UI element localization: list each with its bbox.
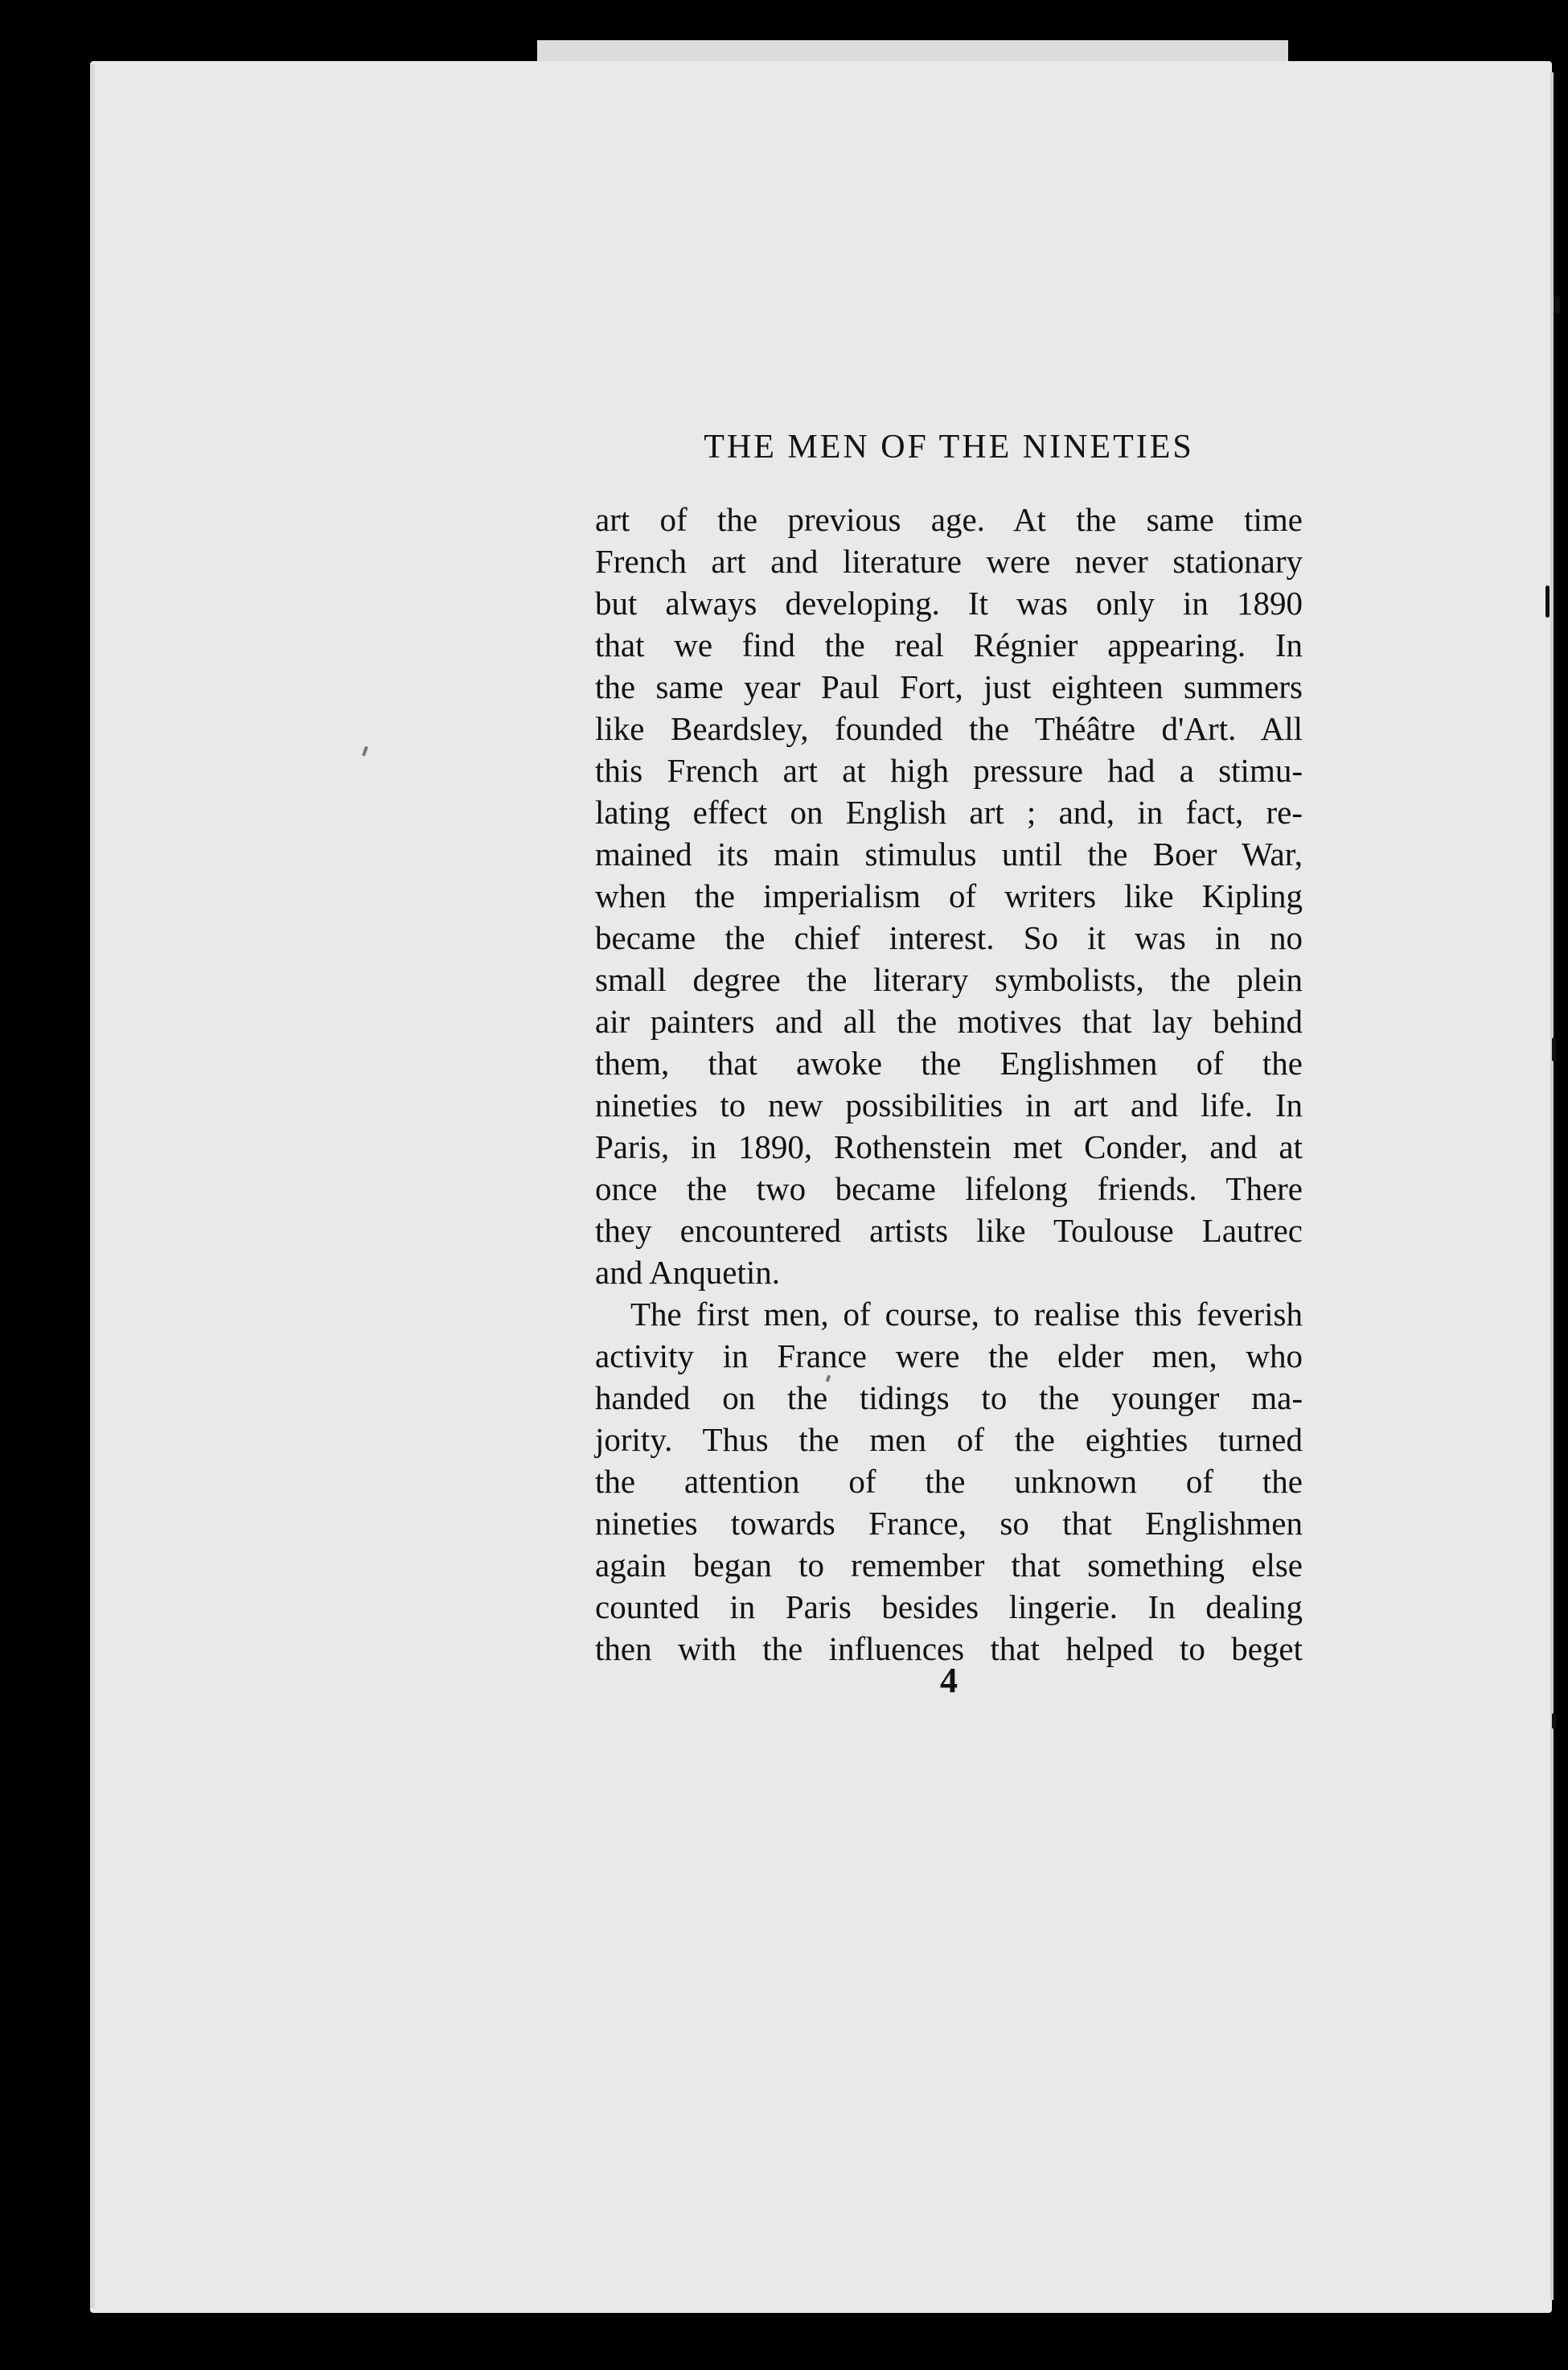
text-line: activity in France were the elder men, who <box>595 1337 1303 1374</box>
text-line: handed on the tidings to the younger ma- <box>595 1379 1303 1416</box>
text-line: that we find the real Régnier appearing. In <box>595 626 1303 663</box>
text-line: but always developing. It was only in 1890 <box>595 585 1303 622</box>
text-line: they encountered artists like Toulouse Lautrec <box>595 1212 1303 1249</box>
text-line: when the imperialism of writers like Kipling <box>595 877 1303 914</box>
text-line: nineties to new possibilities in art and life. In <box>595 1086 1303 1123</box>
text-line: small degree the literary symbolists, the plein <box>595 961 1303 998</box>
text-line: the attention of the unknown of the <box>595 1463 1303 1500</box>
text-line: nineties towards France, so that Englishmen <box>595 1505 1303 1542</box>
text-line: again began to remember that something else <box>595 1546 1303 1583</box>
running-head: THE MEN OF THE NINETIES <box>704 429 1194 466</box>
edge-mark <box>1554 296 1560 314</box>
text-line: air painters and all the motives that lay behind <box>595 1003 1303 1040</box>
text-line: the same year Paul Fort, just eighteen summers <box>595 668 1303 705</box>
text-line: like Beardsley, founded the Théâtre d'Art. All <box>595 710 1303 747</box>
text-line: then with the influences that helped to beget <box>595 1630 1303 1667</box>
text-line: art of the previous age. At the same time <box>595 501 1303 538</box>
page-left-edge <box>90 64 95 2308</box>
text-line: mained its main stimulus until the Boer War, <box>595 836 1303 873</box>
text-line: became the chief interest. So it was in no <box>595 919 1303 956</box>
text-line: lating effect on English art ; and, in fact, re- <box>595 794 1303 831</box>
text-line: this French art at high pressure had a stimu- <box>595 752 1303 789</box>
text-line: counted in Paris besides lingerie. In dealing <box>595 1588 1303 1625</box>
edge-mark <box>1552 1713 1556 1729</box>
text-line: jority. Thus the men of the eighties turned <box>595 1421 1303 1458</box>
text-line: The first men, of course, to realise this feverish <box>630 1296 1303 1333</box>
page-number: 4 <box>940 1661 958 1700</box>
page-right-edge <box>1550 72 1554 2300</box>
body-text <box>595 499 1303 1670</box>
text-line: Paris, in 1890, Rothenstein met Conder, and at <box>595 1128 1303 1165</box>
text-line: French art and literature were never stationary <box>595 543 1303 580</box>
edge-mark <box>1545 585 1550 618</box>
edge-mark <box>1552 1037 1556 1062</box>
text-line: them, that awoke the Englishmen of the <box>595 1045 1303 1082</box>
text-line: once the two became lifelong friends. There <box>595 1170 1303 1207</box>
text-line: and Anquetin. <box>595 1254 781 1291</box>
